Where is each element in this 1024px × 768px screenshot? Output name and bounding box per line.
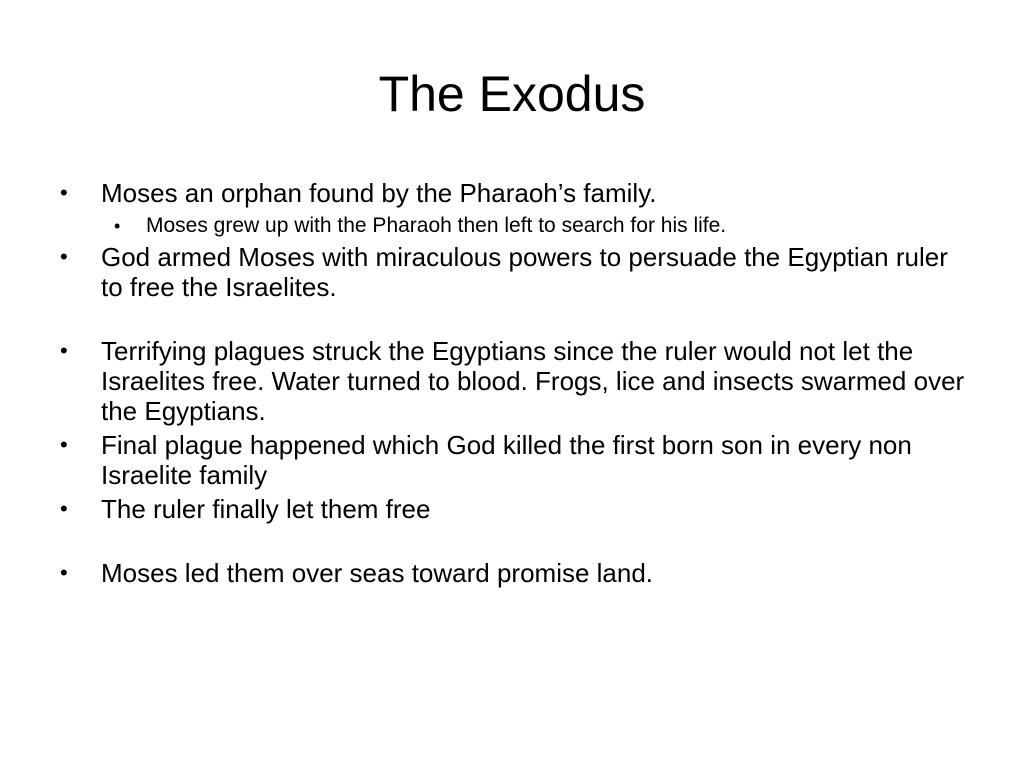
bullet-text: The ruler finally let them free xyxy=(101,494,431,524)
bullet-item xyxy=(58,178,968,208)
bullet-text: Final plague happened which God killed the first born son in every non Israelite family xyxy=(101,430,912,490)
bullet-item xyxy=(58,494,968,524)
bullet-list xyxy=(58,178,968,592)
bullet-text: Moses led them over seas toward promise land. xyxy=(101,558,654,588)
bullet-item xyxy=(58,430,968,490)
bullet-item xyxy=(58,336,968,426)
sub-bullet-item xyxy=(58,212,968,240)
bullet-dot-icon: • xyxy=(60,338,68,363)
bullet-text: Moses an orphan found by the Pharaoh’s family. xyxy=(101,178,657,208)
bullet-text: God armed Moses with miraculous powers to persuade the Egyptian ruler to free the Israelites. xyxy=(101,242,948,302)
bullet-dot-icon: • xyxy=(60,560,68,585)
bullet-item xyxy=(58,242,968,302)
bullet-dot-icon: • xyxy=(60,180,68,205)
sub-bullet-dot-icon: • xyxy=(114,216,121,236)
slide-title: The Exodus xyxy=(378,66,646,122)
bullet-item xyxy=(58,558,968,588)
bullet-dot-icon: • xyxy=(60,244,68,269)
sub-bullet-text: Moses grew up with the Pharaoh then left to search for his life. xyxy=(146,214,727,237)
bullet-dot-icon: • xyxy=(60,432,68,457)
bullet-text: Terrifying plagues struck the Egyptians since the ruler would not let the Israelites free. Water turned to blood. Frogs, lice and insects swarmed over the Egyptians. xyxy=(101,336,965,426)
bullet-dot-icon: • xyxy=(60,496,68,521)
